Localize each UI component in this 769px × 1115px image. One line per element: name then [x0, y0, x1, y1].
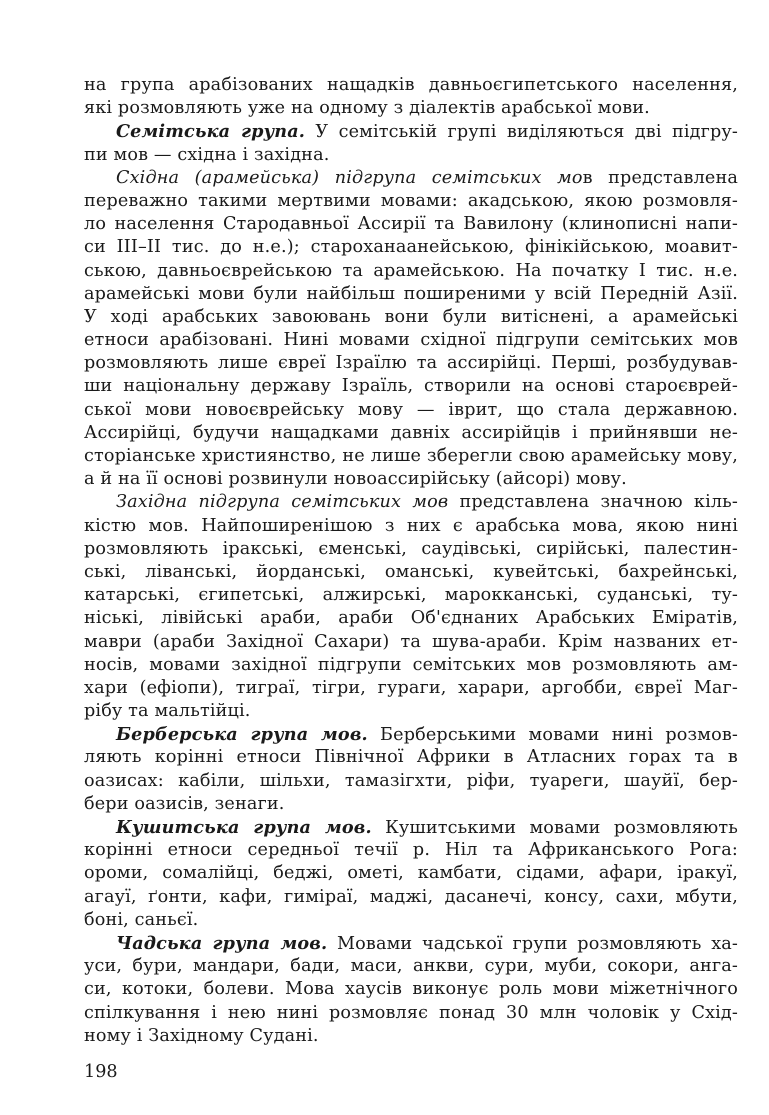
section-heading: Семітська група.: [116, 121, 306, 143]
text-line: [84, 932, 738, 955]
text-line: [84, 862, 738, 885]
text-line: [84, 167, 738, 190]
text-line: [84, 213, 738, 236]
line-text: розмовляють лише євреї Ізраїлю та ассирійці. Перші, розбудував-: [84, 353, 738, 374]
text-line: [84, 700, 738, 723]
line-text: які розмовляють уже на одному з діалектів арабської мови.: [84, 98, 650, 119]
section-heading: Берберська група мов.: [116, 724, 368, 746]
line-text: представлена значною кіль-: [459, 492, 738, 513]
line-text: на група арабізованих нащадків давньоєгипетського населення,: [84, 75, 738, 95]
line-text: маври (араби Західної Сахари) та шува-араби. Крім названих ет-: [84, 631, 738, 652]
line-text: ською, давньоєврейською та арамейською. На початку І тис. н.е.: [84, 260, 738, 281]
text-line: [84, 1025, 738, 1048]
text-line: [84, 236, 738, 259]
line-text: корінні етноси середньої течії р. Ніл та Африканського Рога:: [84, 840, 738, 861]
line-text: спілкування і нею нині розмовляє понад 30 млн чоловік у Схід-: [84, 1002, 738, 1023]
text-line: [84, 283, 738, 306]
text-line: [84, 120, 738, 143]
line-text: ороми, сомалійці, беджі, ометі, камбати, сідами, афари, іракуї,: [84, 863, 738, 884]
line-text: катарські, єгипетські, алжирські, марокканські, суданські, ту-: [84, 585, 738, 606]
text-line: [84, 816, 738, 839]
line-text: пи мов — східна і західна.: [84, 144, 330, 165]
text-line: [84, 1002, 738, 1025]
line-text: У ході арабських завоювань вони були витіснені, а арамейські: [84, 306, 738, 327]
line-text: агауї, ґонти, кафи, гиміраї, маджі, дасанечі, консу, сахи, мбути,: [84, 886, 738, 907]
text-line: [84, 515, 738, 538]
line-text: а й на її основі розвинули новоассирійську (айсорі) мову.: [84, 469, 627, 490]
text-line: [84, 144, 738, 167]
line-text: Берберськими мовами нині розмов-: [380, 725, 739, 746]
text-line: [84, 260, 738, 283]
text-line: [84, 909, 738, 932]
text-line: [84, 97, 738, 120]
line-text: уси, бури, мандари, бади, маси, анкви, сури, муби, сокори, анга-: [84, 956, 738, 977]
text-line: [84, 190, 738, 213]
text-line: [84, 654, 738, 677]
text-line: [84, 839, 738, 862]
section-heading: Кушитська група мов.: [116, 817, 372, 838]
text-line: [84, 561, 738, 584]
text-line: [84, 607, 738, 630]
line-text: си, котоки, болеви. Мова хаусів виконує роль мови міжетнічного: [84, 979, 738, 1000]
line-text: ному і Західному Судані.: [84, 1025, 319, 1046]
text-line: [84, 306, 738, 329]
line-text: боні, саньєї.: [84, 909, 199, 930]
line-text: ські, ліванські, йорданські, оманські, кувейтські, бахрейнські,: [84, 561, 738, 582]
italic-term: Східна (арамейська) підгрупа семітських мо: [116, 167, 583, 188]
text-line: [84, 491, 738, 514]
text-line: [84, 955, 738, 978]
line-text: носів, мовами західної підгрупи семітських мов розмовляють ам-: [84, 654, 738, 675]
text-line: [84, 352, 738, 375]
text-line: [84, 329, 738, 352]
italic-term: Західна підгрупа семітських мов: [116, 492, 449, 513]
line-text: розмовляють іракські, єменські, саудівські, сирійські, палестин-: [84, 538, 738, 559]
line-text: ляють корінні етноси Північної Африки в Атласних горах та в: [84, 747, 738, 768]
line-text: ло населення Стародавньої Ассирії та Вавилону (клинописні напи-: [84, 214, 738, 235]
line-text: си III–II тис. до н.е.); староханаанейською, фінікійською, моавит-: [84, 237, 738, 258]
line-text: хари (ефіопи), тиграї, тігри, гураги, харари, аргобби, євреї Маг-: [84, 677, 738, 698]
text-line: [84, 74, 738, 97]
line-text: ши національну державу Ізраїль, створили на основі староєврей-: [84, 376, 738, 397]
text-line: [84, 793, 738, 816]
line-text: ніські, лівійські араби, араби Об'єднаних Арабських Еміратів,: [84, 608, 738, 629]
text-line: [84, 723, 738, 746]
text-line: [84, 399, 738, 422]
line-text: Кушитськими мовами розмовляють: [385, 818, 739, 838]
text-line: [84, 677, 738, 700]
text-line: [84, 538, 738, 561]
line-text: рібу та мальтійці.: [84, 701, 251, 722]
section-heading: Чадська група мов.: [116, 932, 328, 954]
text-line: [84, 468, 738, 491]
line-text: оазисах: кабіли, шільхи, тамазігхти, ріфи, туареги, шауйї, бер-: [84, 770, 738, 791]
text-line: [84, 584, 738, 607]
text-line: [84, 422, 738, 445]
line-text: сторіанське християнство, не лише зберегли свою арамейську мову,: [84, 446, 738, 466]
page-number: 198: [84, 1062, 118, 1082]
line-text: переважно такими мертвими мовами: акадською, якою розмовля-: [84, 190, 738, 211]
text-line: [84, 631, 738, 654]
line-text: етноси арабізовані. Нині мовами східної підгрупи семітських мов: [84, 330, 738, 351]
text-line: [84, 978, 738, 1001]
line-text: бери оазисів, зенаги.: [84, 793, 285, 814]
body-text: [84, 74, 738, 1048]
text-line: [84, 770, 738, 793]
text-line: [84, 886, 738, 909]
text-line: [84, 445, 738, 468]
line-text: арамейські мови були найбільш поширеними у всій Передній Азії.: [84, 283, 738, 304]
line-text: Ассирійці, будучи нащадками давніх ассирійців і прийнявши не-: [84, 422, 738, 443]
line-text: ської мови новоєврейську мову — іврит, що стала державною.: [84, 399, 738, 420]
line-text: кістю мов. Найпоширенішою з них є арабська мова, якою нині: [84, 515, 738, 536]
line-text: в представлена: [582, 167, 738, 188]
text-line: [84, 375, 738, 398]
line-text: У семітській групі виділяються дві підгру-: [315, 122, 738, 143]
text-line: [84, 746, 738, 769]
line-text: Мовами чадської групи розмовляють ха-: [337, 933, 738, 954]
